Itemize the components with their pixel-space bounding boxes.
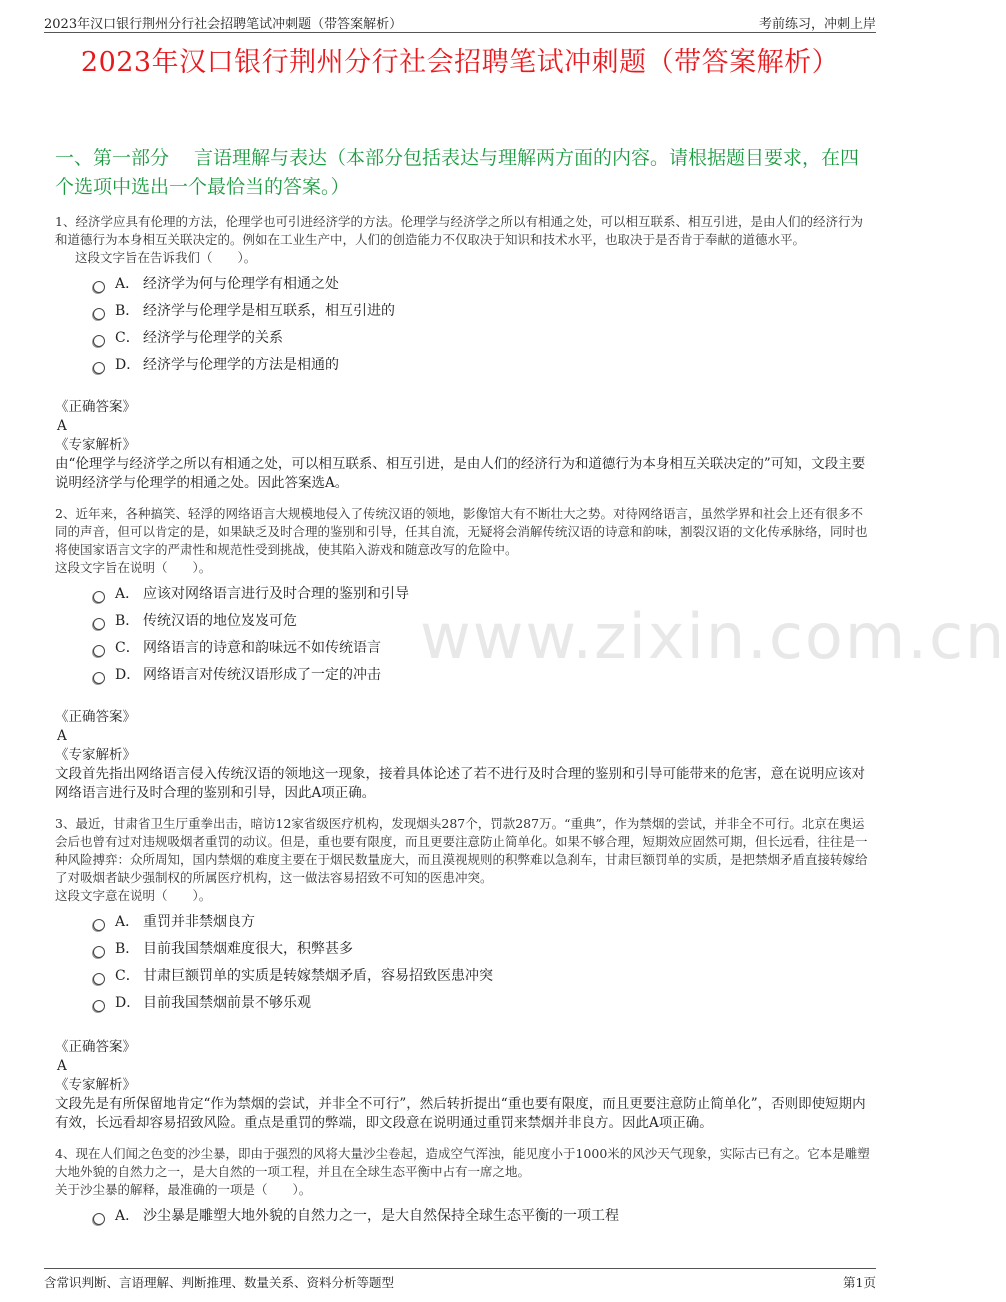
- question-ask: 这段文字意在说明（ ）。: [55, 888, 212, 903]
- question-stem: 1、经济学应具有伦理的方法，伦理学也可引进经济学的方法。伦理学与经济学之所以有相通之处，可以相互联系、相互引进，是由人们的经济行为和道德行为本身相互关联决定的。例如在工业生产中，人们的创造能力不仅取决于知识和技术水平，也取决于是否肯于奉献的道德水平。: [55, 214, 863, 247]
- question-ask: 这段文字旨在告诉我们（ ）。: [75, 250, 257, 265]
- option-d[interactable]: D． 经济学与伦理学的方法是相通的: [55, 352, 872, 379]
- option-d[interactable]: D． 目前我国禁烟前景不够乐观: [55, 990, 872, 1017]
- option-b[interactable]: B． 传统汉语的地位岌岌可危: [55, 608, 872, 635]
- radio-icon[interactable]: [93, 919, 105, 931]
- question-1: [55, 213, 872, 379]
- question-stem: 2、近年来，各种搞笑、轻浮的网络语言大规模地侵入了传统汉语的领地，影像馆大有不断壮大之势。对待网络语言，虽然学界和社会上还有很多不同的声音，但可以肯定的是，如果缺乏及时合理的鉴别和引导，任其自流，无疑将会消解传统汉语的诗意和韵味，割裂汉语的文化传承脉络，同时也将使国家语言文字的严肃性和规范性受到挑战，使其陷入游戏和随意改写的危险中。: [55, 506, 868, 557]
- option-c[interactable]: C． 网络语言的诗意和韵味远不如传统语言: [55, 635, 872, 662]
- correct-answer: A: [57, 1058, 67, 1074]
- radio-icon[interactable]: [93, 645, 105, 657]
- option-d[interactable]: D． 网络语言对传统汉语形成了一定的冲击: [55, 662, 872, 689]
- header-doc-title: 2023年汉口银行荆州分行社会招聘笔试冲刺题（带答案解析）: [44, 17, 403, 32]
- radio-icon[interactable]: [93, 672, 105, 684]
- option-list: [55, 581, 872, 689]
- option-a[interactable]: A． 沙尘暴是雕塑大地外貌的自然力之一，是大自然保持全球生态平衡的一项工程: [55, 1203, 872, 1230]
- question-stem: 3、最近，甘肃省卫生厅重拳出击，暗访12家省级医疗机构，发现烟头287个，罚款287万。“重典”，作为禁烟的尝试，并非全不可行。北京在奥运会后也曾有过对违规吸烟者重罚的动议。但是，重也要有限度，而且更要注意防止简单化。如果不够合理，短期效应固然可期，但长远看，往往是一种风险搏弈：众所周知，国内禁烟的难度主要在于烟民数量庞大，而且漠视规则的积弊难以急刹车，甘肃巨额罚单的实质，是把禁烟矛盾直接转嫁给了对吸烟者缺少强制权的所属医疗机构，这一做法容易招致不可知的医患冲突。: [55, 816, 868, 885]
- answer-tag: 《正确答案》: [55, 709, 136, 725]
- answer-tag: 《正确答案》: [55, 1039, 136, 1055]
- page-number: 第1页: [843, 1275, 876, 1290]
- explanation: 文段先是有所保留地肯定“作为禁烟的尝试，并非全不可行”，然后转折提出“重也要有限度，而且更要注意防止简单化”，否则即使短期内有效，长远看却容易招致风险。重点是重罚的弊端，即文段意在说明通过重罚来禁烟并非良方。因此A项正确。: [55, 1096, 866, 1131]
- option-list: [55, 909, 872, 1017]
- question-3: [55, 815, 872, 1017]
- option-c[interactable]: C． 甘肃巨额罚单的实质是转嫁禁烟矛盾，容易招致医患冲突: [55, 963, 872, 990]
- question-ask: 这段文字旨在说明（ ）。: [55, 560, 212, 575]
- radio-icon[interactable]: [93, 335, 105, 347]
- question-ask: 关于沙尘暴的解释，最准确的一项是（ ）。: [55, 1182, 312, 1197]
- option-a[interactable]: A． 应该对网络语言进行及时合理的鉴别和引导: [55, 581, 872, 608]
- option-b[interactable]: B． 目前我国禁烟难度很大，积弊甚多: [55, 936, 872, 963]
- page-title: 2023年汉口银行荆州分行社会招聘笔试冲刺题（带答案解析）: [80, 47, 840, 78]
- option-a[interactable]: A． 经济学为何与伦理学有相通之处: [55, 271, 872, 298]
- radio-icon[interactable]: [93, 362, 105, 374]
- explanation: 文段首先指出网络语言侵入传统汉语的领地这一现象，接着具体论述了若不进行及时合理的鉴别和引导可能带来的危害，意在说明应该对网络语言进行及时合理的鉴别和引导，因此A项正确。: [55, 766, 865, 801]
- header-slogan: 考前练习，冲刺上岸: [758, 17, 876, 32]
- page-footer: [44, 1268, 876, 1290]
- correct-answer: A: [57, 418, 67, 434]
- radio-icon[interactable]: [93, 308, 105, 320]
- section-heading: 一、第一部分 言语理解与表达（本部分包括表达与理解两方面的内容。请根据题目要求，在四个选项中选出一个最恰当的答案。）: [55, 147, 860, 198]
- question-4: [55, 1145, 872, 1230]
- expert-tag: 《专家解析》: [55, 437, 136, 453]
- answer-block-3: [55, 1038, 872, 1133]
- expert-tag: 《专家解析》: [55, 747, 136, 763]
- page-header: [44, 8, 876, 33]
- radio-icon[interactable]: [93, 591, 105, 603]
- question-stem: 4、现在人们闻之色变的沙尘暴，即由于强烈的风将大量沙尘卷起，造成空气浑浊，能见度小于1000米的风沙天气现象，实际古已有之。它本是雕塑大地外貌的自然力之一，是大自然的一项工程，并且在全球生态平衡中占有一席之地。: [55, 1146, 870, 1179]
- option-list: [55, 271, 872, 379]
- expert-tag: 《专家解析》: [55, 1077, 136, 1093]
- radio-icon[interactable]: [93, 973, 105, 985]
- option-list: [55, 1203, 872, 1230]
- correct-answer: A: [57, 728, 67, 744]
- radio-icon[interactable]: [93, 1213, 105, 1225]
- answer-tag: 《正确答案》: [55, 399, 136, 415]
- radio-icon[interactable]: [93, 281, 105, 293]
- explanation: 由“伦理学与经济学之所以有相通之处，可以相互联系、相互引进，是由人们的经济行为和道德行为本身相互关联决定的”可知，文段主要说明经济学与伦理学的相通之处。因此答案选A。: [55, 456, 866, 491]
- option-c[interactable]: C． 经济学与伦理学的关系: [55, 325, 872, 352]
- radio-icon[interactable]: [93, 1000, 105, 1012]
- answer-block-2: [55, 708, 872, 803]
- option-b[interactable]: B． 经济学与伦理学是相互联系，相互引进的: [55, 298, 872, 325]
- radio-icon[interactable]: [93, 618, 105, 630]
- question-2: [55, 505, 872, 689]
- watermark: www.zixin.com.cn: [420, 600, 1006, 673]
- option-a[interactable]: A． 重罚并非禁烟良方: [55, 909, 872, 936]
- answer-block-1: [55, 398, 872, 493]
- radio-icon[interactable]: [93, 946, 105, 958]
- footer-topics: 含常识判断、言语理解、判断推理、数量关系、资料分析等题型: [44, 1275, 395, 1290]
